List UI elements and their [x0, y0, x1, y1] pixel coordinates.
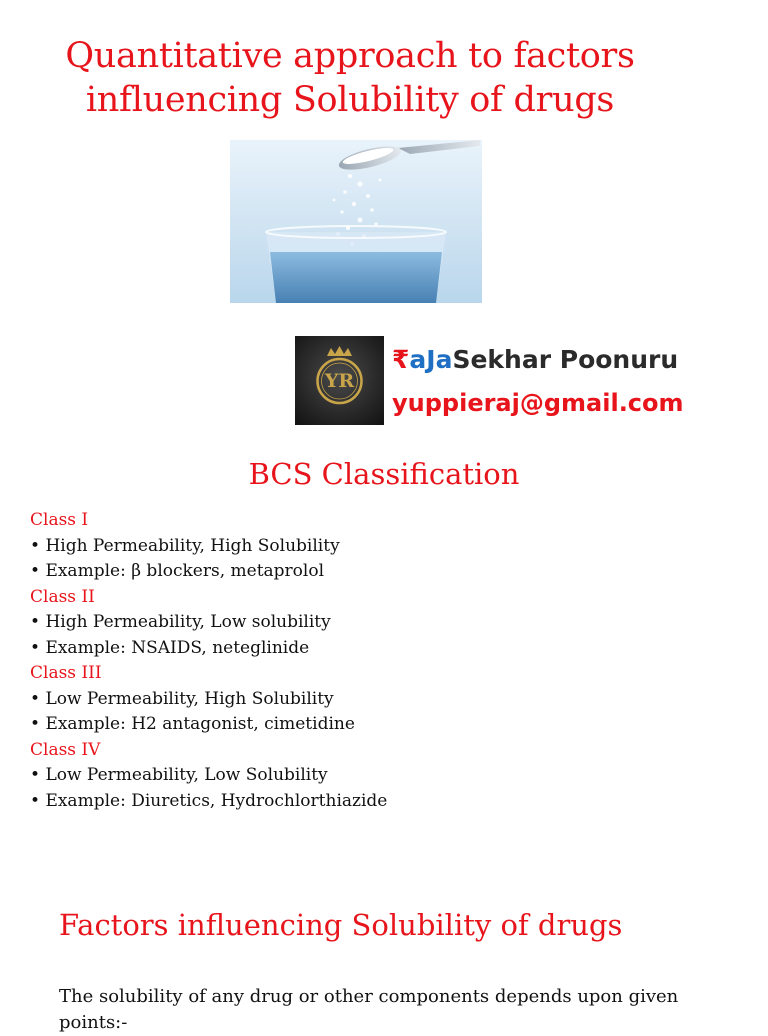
author-name-aja: aJa	[409, 345, 453, 374]
class-example: • Example: β blockers, metaprolol	[30, 559, 730, 585]
page-title	[0, 34, 700, 122]
bcs-heading: BCS Classification	[248, 457, 520, 491]
class-point: • Low Permeability, High Solubility	[30, 687, 730, 713]
factors-intro-text: The solubility of any drug or other components depends upon given points:-	[59, 986, 679, 1033]
class-label: Class I	[30, 510, 89, 530]
title-line-2: influencing Solubility of drugs	[85, 80, 615, 120]
class-point: • High Permeability, High Solubility	[30, 534, 730, 560]
rupee-glyph: ₹	[392, 345, 410, 374]
author-brand	[392, 341, 722, 427]
author-name	[392, 345, 678, 374]
class-point: • Low Permeability, Low Solubility	[30, 763, 730, 789]
sugar-spoon-image	[230, 140, 482, 303]
class-label: Class III	[30, 663, 102, 683]
class-label: Class II	[30, 586, 95, 607]
class-example: • Example: H2 antagonist, cimetidine	[30, 712, 730, 738]
class-label: Class IV	[30, 739, 101, 760]
author-email: yuppieraj@gmail.com	[392, 389, 684, 417]
logo-text: YR	[324, 370, 355, 392]
title-line-1: Quantitative approach to factors	[65, 36, 635, 76]
yr-logo	[295, 336, 384, 425]
author-name-rest: Sekhar Poonuru	[452, 345, 679, 374]
class-example: • Example: NSAIDS, neteglinide	[30, 636, 730, 662]
class-point: • High Permeability, Low solubility	[30, 610, 730, 636]
bcs-class-list	[30, 508, 730, 814]
class-example: • Example: Diuretics, Hydrochlorthiazide	[30, 789, 730, 815]
factors-heading: Factors influencing Solubility of drugs	[59, 908, 623, 942]
sugar-spoon-illustration	[230, 140, 482, 303]
